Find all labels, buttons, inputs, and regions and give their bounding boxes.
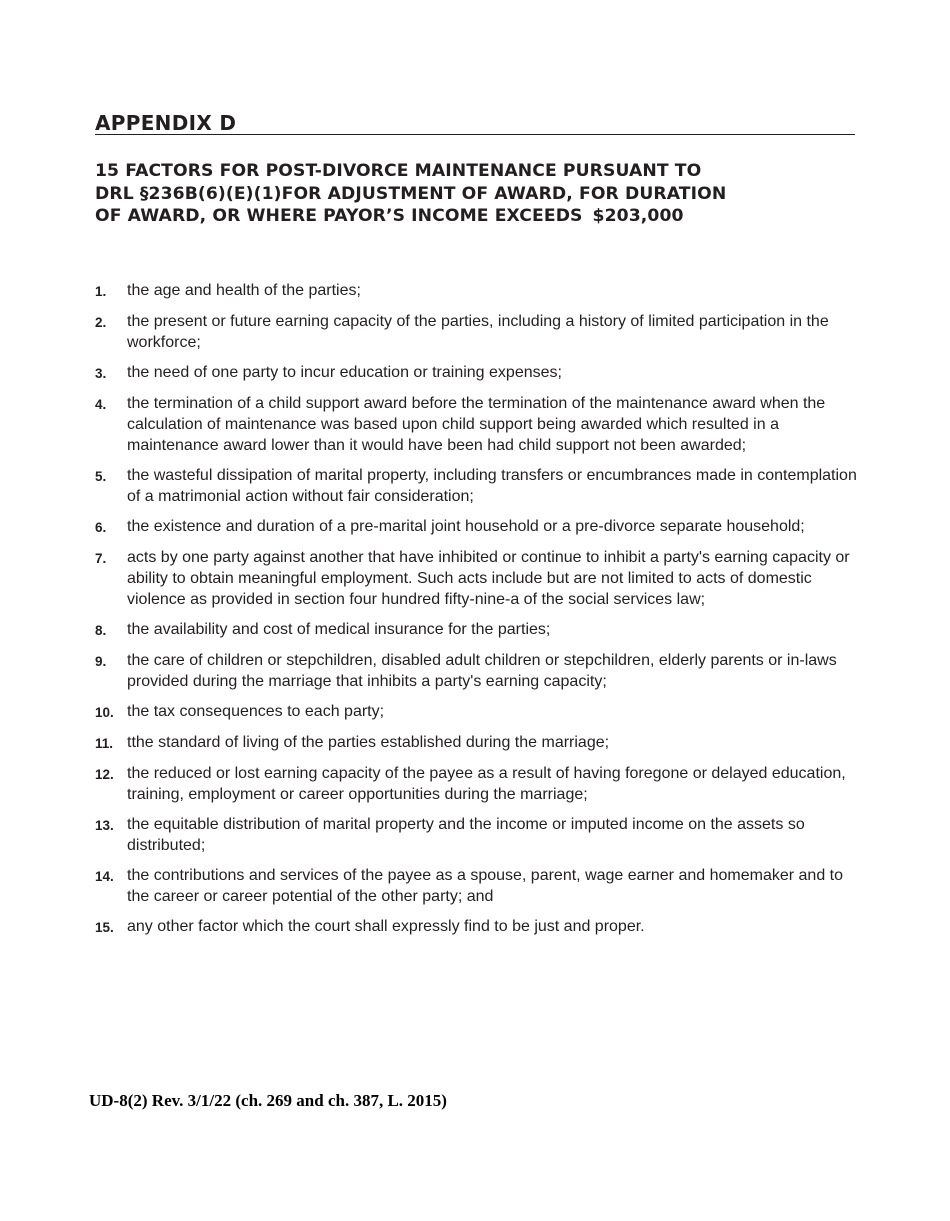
factor-text: the existence and duration of a pre-marital joint household or a pre-divorce separate household; — [127, 518, 805, 535]
list-item — [95, 393, 860, 456]
factors-list — [95, 280, 860, 947]
factor-number: 14. — [95, 869, 114, 884]
factor-number: 3. — [95, 366, 107, 381]
factor-text: the tax consequences to each party; — [127, 703, 385, 720]
factor-number: 4. — [95, 397, 107, 412]
factor-text: the reduced or lost earning capacity of the payee as a result of having foregone or delayed education, training, employment or career opportunities during the marriage; — [127, 765, 846, 803]
appendix-title: APPENDIX D — [95, 112, 855, 135]
factor-number: 6. — [95, 520, 107, 535]
list-item — [95, 865, 860, 907]
factor-number: 1. — [95, 284, 107, 299]
main-heading — [95, 160, 815, 228]
list-item — [95, 311, 860, 353]
list-item — [95, 650, 860, 692]
list-item — [95, 516, 860, 538]
factor-number: 11. — [95, 736, 114, 751]
factor-text: the wasteful dissipation of marital property, including transfers or encumbrances made in contemplation of a matrimonial action without fair consideration; — [127, 467, 857, 505]
list-item — [95, 280, 860, 302]
heading-line-2: DRL §236B(6)(E)(1)FOR ADJUSTMENT OF AWARD, FOR DURATION — [95, 183, 727, 204]
list-item — [95, 465, 860, 507]
factor-number: 13. — [95, 818, 114, 833]
factor-text: the need of one party to incur education or training expenses; — [127, 364, 562, 381]
heading-line-1: 15 FACTORS FOR POST-DIVORCE MAINTENANCE PURSUANT TO — [95, 161, 702, 181]
list-item — [95, 814, 860, 856]
list-item — [95, 547, 860, 610]
form-footer: UD-8(2) Rev. 3/1/22 (ch. 269 and ch. 387, L. 2015) — [89, 1091, 447, 1110]
heading-line-3-text: OF AWARD, OR WHERE PAYOR’S INCOME EXCEEDS — [95, 206, 583, 226]
factor-text: the termination of a child support award before the termination of the maintenance award when the calculation of maintenance was based upon child support being awarded which resulted in a maintenance award lower than it would have been had child support not been awarded; — [127, 395, 826, 454]
factor-text: acts by one party against another that have inhibited or continue to inhibit a party's earning capacity or ability to obtain meaningful employment. Such acts include but are not limited to acts of domestic violence as provided in section four hundred fifty-nine-a of the social services law; — [127, 549, 850, 608]
factor-number: 15. — [95, 920, 114, 935]
list-item — [95, 916, 860, 938]
factor-text: the care of children or stepchildren, disabled adult children or stepchildren, elderly parents or in-laws provided during the marriage that inhibits a party's earning capacity; — [127, 652, 837, 690]
factor-text: tthe standard of living of the parties established during the marriage; — [127, 734, 610, 751]
heading-line-3 — [95, 205, 815, 228]
factor-text: any other factor which the court shall expressly find to be just and proper. — [127, 918, 645, 935]
factor-number: 8. — [95, 623, 107, 638]
factor-text: the age and health of the parties; — [127, 282, 361, 299]
list-item — [95, 701, 860, 723]
list-item — [95, 763, 860, 805]
factor-number: 9. — [95, 654, 107, 669]
list-item — [95, 362, 860, 384]
factor-number: 2. — [95, 315, 107, 330]
factor-number: 7. — [95, 551, 107, 566]
factor-text: the equitable distribution of marital property and the income or imputed income on the assets so distributed; — [127, 816, 805, 854]
factor-number: 12. — [95, 767, 114, 782]
factor-number: 10. — [95, 705, 114, 720]
factor-text: the present or future earning capacity of the parties, including a history of limited participation in the workforce; — [127, 313, 829, 351]
list-item — [95, 732, 860, 754]
factor-number: 5. — [95, 469, 107, 484]
factor-text: the availability and cost of medical insurance for the parties; — [127, 621, 551, 638]
income-threshold-amount: $203,000 — [592, 206, 684, 226]
factor-text: the contributions and services of the payee as a spouse, parent, wage earner and homemaker and to the career or career potential of the other party; and — [127, 867, 843, 905]
list-item — [95, 619, 860, 641]
